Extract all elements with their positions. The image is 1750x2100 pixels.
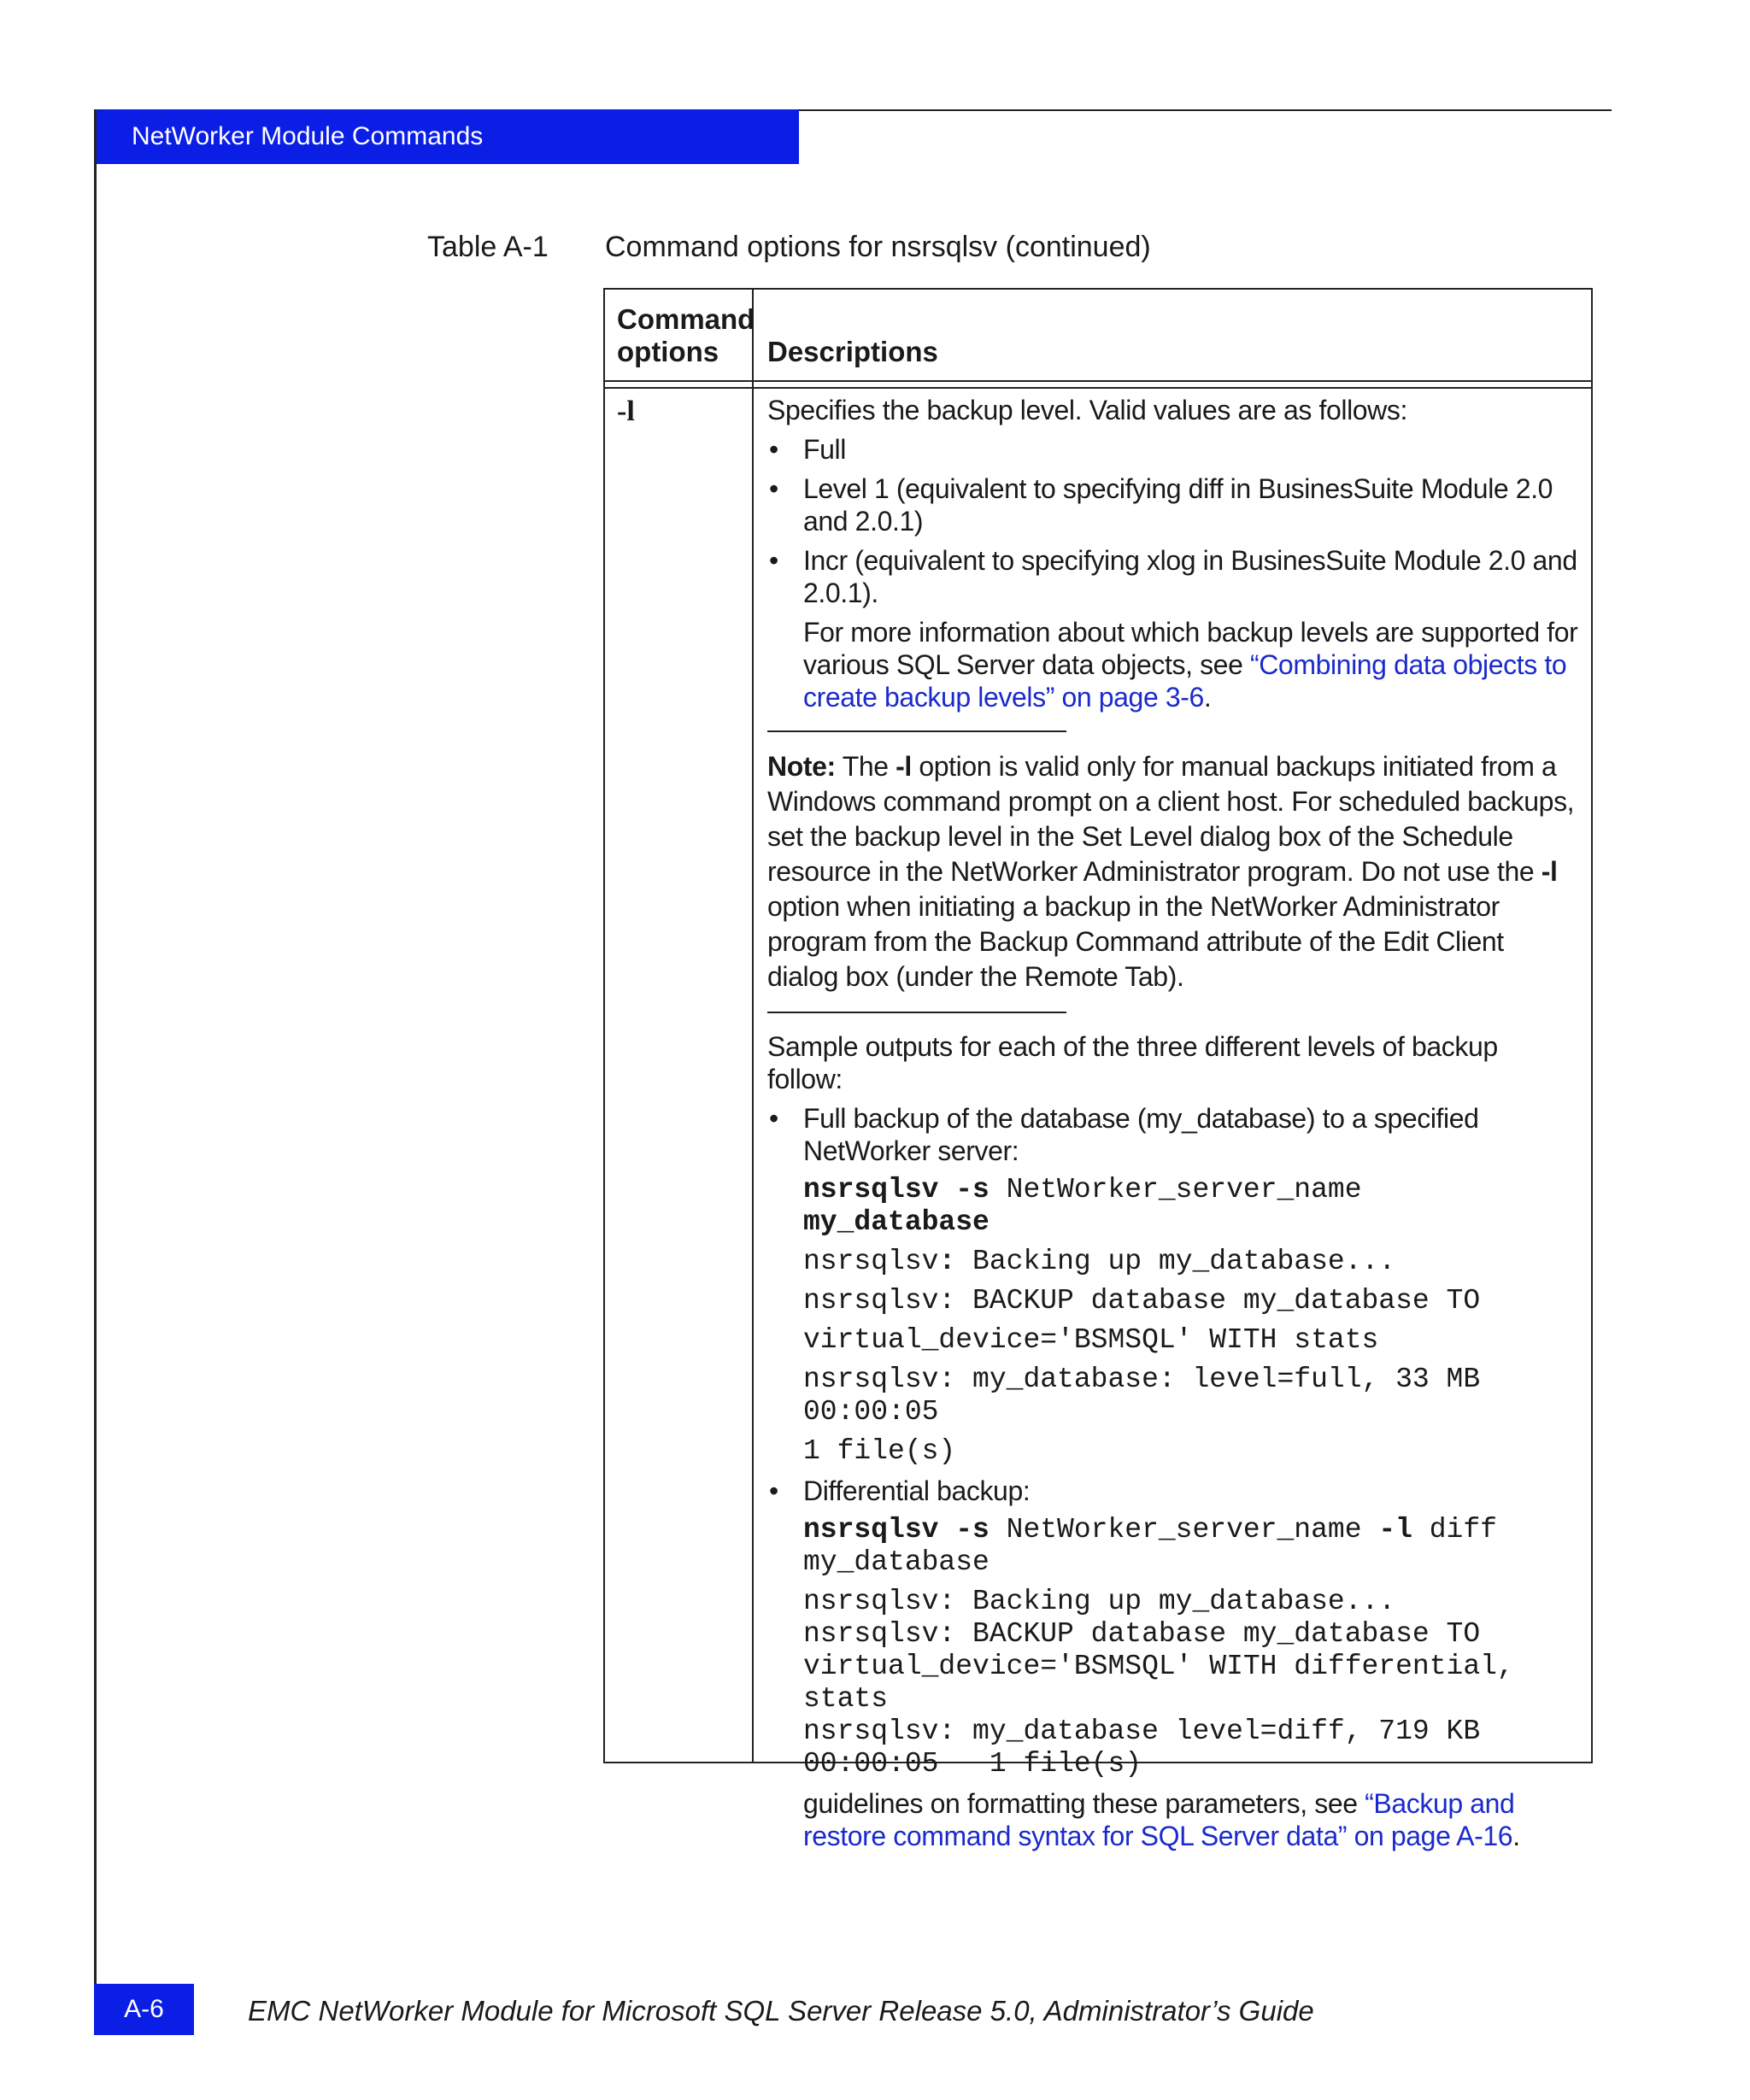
code-full-command: nsrsqlsv -s NetWorker_server_name my_database [803,1174,1362,1238]
list-item-full-backup: • Full backup of the database (my_database) to a specified NetWorker server: [767,1102,1579,1167]
table-number: Table A-1 [427,231,549,263]
list-item: • Level 1 (equivalent to specifying diff in BusinesSuite Module 2.0 and 2.0.1) [767,472,1579,537]
table-title: Command options for nsrsqlsv (continued) [605,231,1151,263]
sample-intro: Sample outputs for each of the three different levels of backup follow: [767,1031,1498,1094]
header-divider-bottom [605,387,1591,389]
column-divider [752,290,754,1762]
intro-text: Specifies the backup level. Valid values are as follows: [767,395,1407,425]
code-line: nsrsqlsv: BACKUP database my_database TO [803,1618,1481,1650]
note: Note: The -l option is valid only for manual backups initiated from a Windows command prompt on a client host. For scheduled backups, set the backup level in the Set Level dialog box of the Schedule resource in the NetWorker Administrator program. Do not use the -l option when initiating a backup in the NetWorker Administrator program from the Backup Command attribute of the Edit Client dialog box (under the Remote Tab). [767,751,1575,992]
page-number: A-6 [94,1984,194,2035]
code-line: stats [803,1683,889,1715]
code-line: nsrsqlsv: BACKUP database my_database TO [803,1285,1481,1317]
header-divider-top [605,380,1591,382]
footer-title: EMC NetWorker Module for Microsoft SQL Server Release 5.0, Administrator’s Guide [248,1995,1314,2027]
code-line: virtual_device='BSMSQL' WITH differential, [803,1651,1514,1682]
code-diff-command: nsrsqlsv -s NetWorker_server_name -l diff my_database [803,1514,1497,1578]
code-line: 1 file(s) [803,1435,956,1467]
code-line: nsrsqlsv: my_database: level=full, 33 MB [803,1364,1481,1395]
description-cell [767,394,1579,1859]
section-header: NetWorker Module Commands [94,109,799,164]
list-item-differential: • Differential backup: [767,1475,1579,1507]
code-line: nsrsqlsv: Backing up my_database... [803,1246,1396,1277]
table-caption [427,231,1151,264]
list-item: • Full [767,433,1579,466]
more-info: For more information about which backup levels are supported for various SQL Server data objects, see “Combining data objects to create backup levels” on page 3-6. [803,617,1578,713]
code-line: 00:00:05 1 file(s) [803,1748,1142,1780]
code-line: nsrsqlsv: Backing up my_database... [803,1586,1396,1617]
code-line: nsrsqlsv: my_database level=diff, 719 KB [803,1716,1481,1747]
cross-reference-link[interactable]: “Combining data objects to create backup levels” on page 3-6 [803,649,1567,713]
guidelines: guidelines on formatting these parameters, see “Backup and restore command syntax for SQL Server data” on page A-16. [803,1788,1520,1851]
column-header-options: Command options [617,303,755,367]
code-line: 00:00:05 [803,1396,939,1428]
list-item: • Incr (equivalent to specifying xlog in BusinesSuite Module 2.0 and 2.0.1). [767,544,1579,609]
left-margin-rule [94,109,97,2032]
note-rule-top [767,730,1066,732]
option-cell: -l [617,396,635,427]
note-rule-bottom [767,1012,1066,1013]
cross-reference-link[interactable]: “Backup and restore command syntax for SQL Server data” on page A-16 [803,1788,1515,1851]
column-header-descriptions: Descriptions [767,336,938,367]
code-line: virtual_device='BSMSQL' WITH stats [803,1324,1379,1356]
command-options-table [603,288,1593,1851]
